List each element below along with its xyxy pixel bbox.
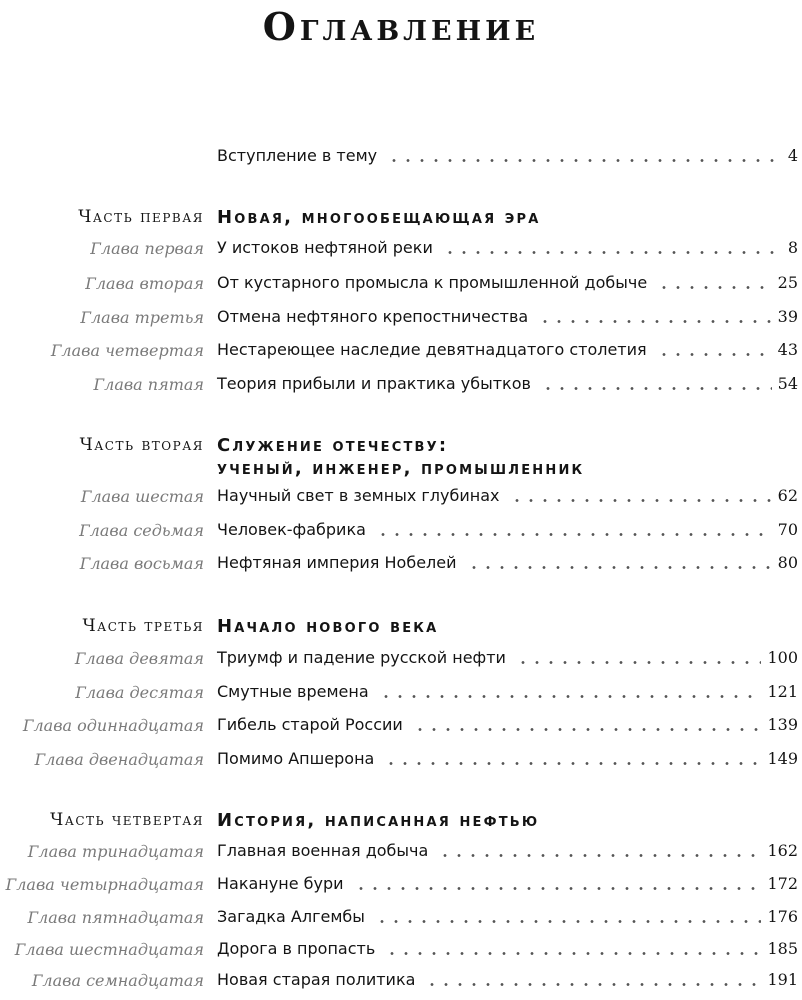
- part-title-line-2: ученый, инженер, промышленник: [217, 458, 585, 479]
- part-label: Часть третья: [82, 616, 204, 636]
- entry-line: [217, 939, 798, 958]
- dot-leader: [380, 761, 761, 766]
- toc-entry[interactable]: [0, 713, 802, 743]
- entry-title: Гибель старой России: [217, 715, 403, 734]
- entry-line: [217, 874, 798, 893]
- page-title: Оглавление: [262, 4, 540, 49]
- part-label: Часть первая: [78, 207, 204, 227]
- part-label: Часть вторая: [79, 435, 204, 455]
- entry-line: [217, 520, 798, 539]
- entry-line: [217, 307, 798, 326]
- toc-entry-intro[interactable]: [0, 144, 802, 174]
- chapter-label: Глава вторая: [85, 274, 204, 293]
- entry-line: [217, 340, 798, 359]
- toc-entry[interactable]: [0, 236, 802, 266]
- page-number: 39: [777, 307, 798, 326]
- toc-entry[interactable]: [0, 646, 802, 676]
- chapter-label: Глава четырнадцатая: [5, 875, 204, 894]
- chapter-label: Глава восьмая: [79, 554, 204, 573]
- page-number: 80: [777, 553, 798, 572]
- entry-line: [217, 749, 798, 768]
- toc-entry[interactable]: [0, 968, 802, 998]
- entry-title: Загадка Алгембы: [217, 907, 365, 926]
- part-heading-1: [0, 205, 802, 235]
- entry-line: [217, 682, 798, 701]
- entry-title: Помимо Апшерона: [217, 749, 375, 768]
- page-number: 139: [767, 715, 798, 734]
- chapter-label: Глава шестая: [80, 487, 204, 506]
- toc-entry[interactable]: [0, 551, 802, 581]
- part-title-line-1: Служение отечеству:: [217, 435, 449, 456]
- entry-line: [217, 907, 798, 926]
- entry-title: Человек-фабрика: [217, 520, 366, 539]
- dot-leader: [371, 919, 762, 924]
- entry-title: Нестареющее наследие девятнадцатого столетия: [217, 340, 647, 359]
- dot-leader: [506, 498, 772, 503]
- toc-entry[interactable]: [0, 872, 802, 902]
- entry-line: [217, 238, 798, 257]
- dot-leader: [383, 158, 782, 163]
- entry-line: [217, 374, 798, 393]
- chapter-label: Глава девятая: [74, 649, 204, 668]
- entry-title: Новая старая политика: [217, 970, 416, 989]
- chapter-label: Глава первая: [90, 239, 204, 258]
- part-heading-2: [0, 433, 802, 487]
- page-number: 8: [787, 238, 798, 257]
- entry-title: Дорога в пропасть: [217, 939, 376, 958]
- toc-entry[interactable]: [0, 680, 802, 710]
- dot-leader: [372, 532, 772, 537]
- dot-leader: [537, 386, 772, 391]
- chapter-label: Глава десятая: [75, 683, 204, 702]
- toc-entry[interactable]: [0, 518, 802, 548]
- dot-leader: [512, 660, 762, 665]
- dot-leader: [375, 694, 762, 699]
- page-number: 100: [767, 648, 798, 667]
- entry-title: Главная военная добыча: [217, 841, 429, 860]
- chapter-label: Глава двенадцатая: [34, 750, 204, 769]
- page-number: 70: [777, 520, 798, 539]
- entry-line: [217, 841, 798, 860]
- dot-leader: [439, 250, 782, 255]
- toc-entry[interactable]: [0, 372, 802, 402]
- chapter-label: Глава пятая: [93, 375, 204, 394]
- chapter-label: Глава четвертая: [50, 341, 204, 360]
- chapter-label: Глава семнадцатая: [31, 971, 204, 990]
- entry-title: От кустарного промысла к промышленной добыче: [217, 273, 648, 292]
- part-title: Новая, многообещающая эра: [217, 207, 541, 228]
- toc-entry[interactable]: [0, 905, 802, 935]
- page-number: 62: [777, 486, 798, 505]
- entry-line: [217, 648, 798, 667]
- entry-title: Триумф и падение русской нефти: [217, 648, 506, 667]
- chapter-label: Глава тринадцатая: [27, 842, 204, 861]
- toc-entry[interactable]: [0, 937, 802, 967]
- dot-leader: [653, 352, 772, 357]
- dot-leader: [421, 982, 761, 987]
- entry-line: [217, 146, 798, 165]
- entry-line: [217, 486, 798, 505]
- entry-title: Нефтяная империя Нобелей: [217, 553, 457, 572]
- toc-entry[interactable]: [0, 305, 802, 335]
- entry-title: Смутные времена: [217, 682, 369, 701]
- chapter-label: Глава седьмая: [79, 521, 204, 540]
- entry-title: Теория прибыли и практика убытков: [217, 374, 531, 393]
- part-title: Начало нового века: [217, 616, 439, 637]
- dot-leader: [381, 951, 761, 956]
- chapter-label: Глава шестнадцатая: [14, 940, 204, 959]
- page-number: 185: [767, 939, 798, 958]
- entry-line: [217, 273, 798, 292]
- entry-line: [217, 715, 798, 734]
- toc-entry[interactable]: [0, 271, 802, 301]
- entry-line: [217, 553, 798, 572]
- page-number: 149: [767, 749, 798, 768]
- part-heading-3: [0, 614, 802, 644]
- entry-title: Накануне бури: [217, 874, 344, 893]
- page-number: 54: [777, 374, 798, 393]
- page-number: 121: [767, 682, 798, 701]
- entry-line: [217, 970, 798, 989]
- dot-leader: [409, 727, 762, 732]
- entry-title: Научный свет в земных глубинах: [217, 486, 500, 505]
- dot-leader: [653, 285, 771, 290]
- part-heading-4: [0, 808, 802, 838]
- dot-leader: [350, 886, 762, 891]
- chapter-label: Глава третья: [80, 308, 204, 327]
- toc-entry[interactable]: [0, 747, 802, 777]
- entry-title: Отмена нефтяного крепостничества: [217, 307, 529, 326]
- entry-title: У истоков нефтяной реки: [217, 238, 433, 257]
- page-number: 4: [787, 146, 798, 165]
- part-label: Часть четвертая: [50, 810, 204, 830]
- toc-entry[interactable]: [0, 839, 802, 869]
- page-number: 43: [777, 340, 798, 359]
- dot-leader: [434, 853, 761, 858]
- entry-title: Вступление в тему: [217, 146, 378, 165]
- toc-entry[interactable]: [0, 484, 802, 514]
- part-title: История, написанная нефтью: [217, 810, 540, 831]
- page-number: 172: [767, 874, 798, 893]
- chapter-label: Глава одиннадцатая: [22, 716, 204, 735]
- dot-leader: [463, 565, 772, 570]
- page-number: 191: [767, 970, 798, 989]
- dot-leader: [534, 319, 771, 324]
- chapter-label: Глава пятнадцатая: [27, 908, 204, 927]
- page-number: 176: [767, 907, 798, 926]
- toc-entry[interactable]: [0, 338, 802, 368]
- page-number: 25: [777, 273, 798, 292]
- page-number: 162: [767, 841, 798, 860]
